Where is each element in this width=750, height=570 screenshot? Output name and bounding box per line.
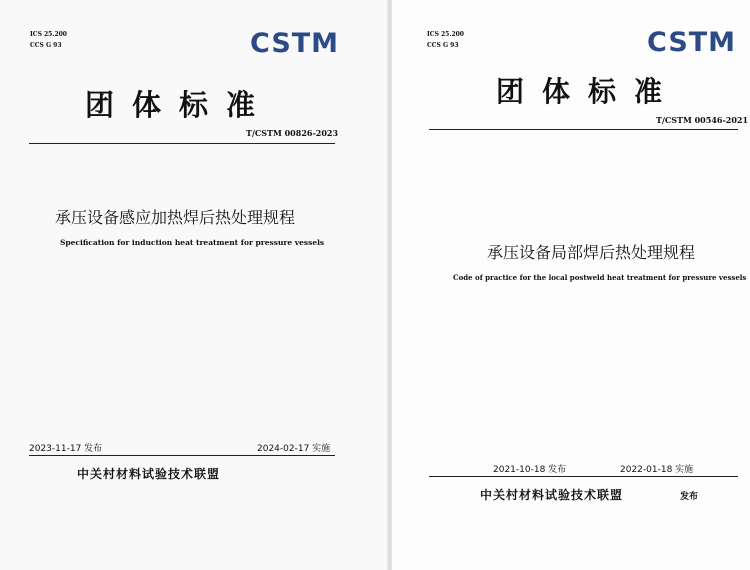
issuer-suffix: 发布	[680, 492, 699, 502]
cstm-logo: CSTM	[250, 28, 340, 59]
issuing-organization: 中关村材料试验技术联盟	[77, 467, 221, 481]
header-rule	[429, 129, 738, 130]
ics-code: ICS 25.200	[427, 31, 464, 38]
issue-date: 2021-10-18 发布	[493, 465, 567, 475]
implementation-date: 2024-02-17 实施	[257, 444, 331, 454]
standard-type-title: 团体标准	[85, 88, 274, 122]
chinese-title: 承压设备感应加热焊后热处理规程	[55, 208, 296, 227]
ics-code: ICS 25.200	[30, 31, 67, 38]
ccs-code: CCS G 93	[30, 42, 62, 49]
english-title: Code of practice for the local postweld heat treatment for pressure vessels	[453, 273, 747, 282]
standard-type-title: 团体标准	[496, 75, 681, 108]
cstm-logo: CSTM	[647, 27, 737, 58]
issuing-organization: 中关村材料试验技术联盟	[480, 488, 624, 502]
footer-rule	[29, 455, 335, 456]
implementation-date: 2022-01-18 实施	[620, 465, 694, 475]
standard-code: T/CSTM 00826-2023	[246, 128, 339, 138]
header-rule	[29, 143, 335, 144]
chinese-title: 承压设备局部焊后热处理规程	[487, 243, 696, 262]
standard-code: T/CSTM 00546-2021	[656, 115, 749, 125]
english-title: Specification for induction heat treatment for pressure vessels	[60, 238, 325, 247]
issue-date: 2023-11-17 发布	[29, 444, 103, 454]
footer-rule	[429, 476, 738, 477]
ccs-code: CCS G 93	[427, 42, 459, 49]
right-standard-cover	[392, 0, 750, 570]
